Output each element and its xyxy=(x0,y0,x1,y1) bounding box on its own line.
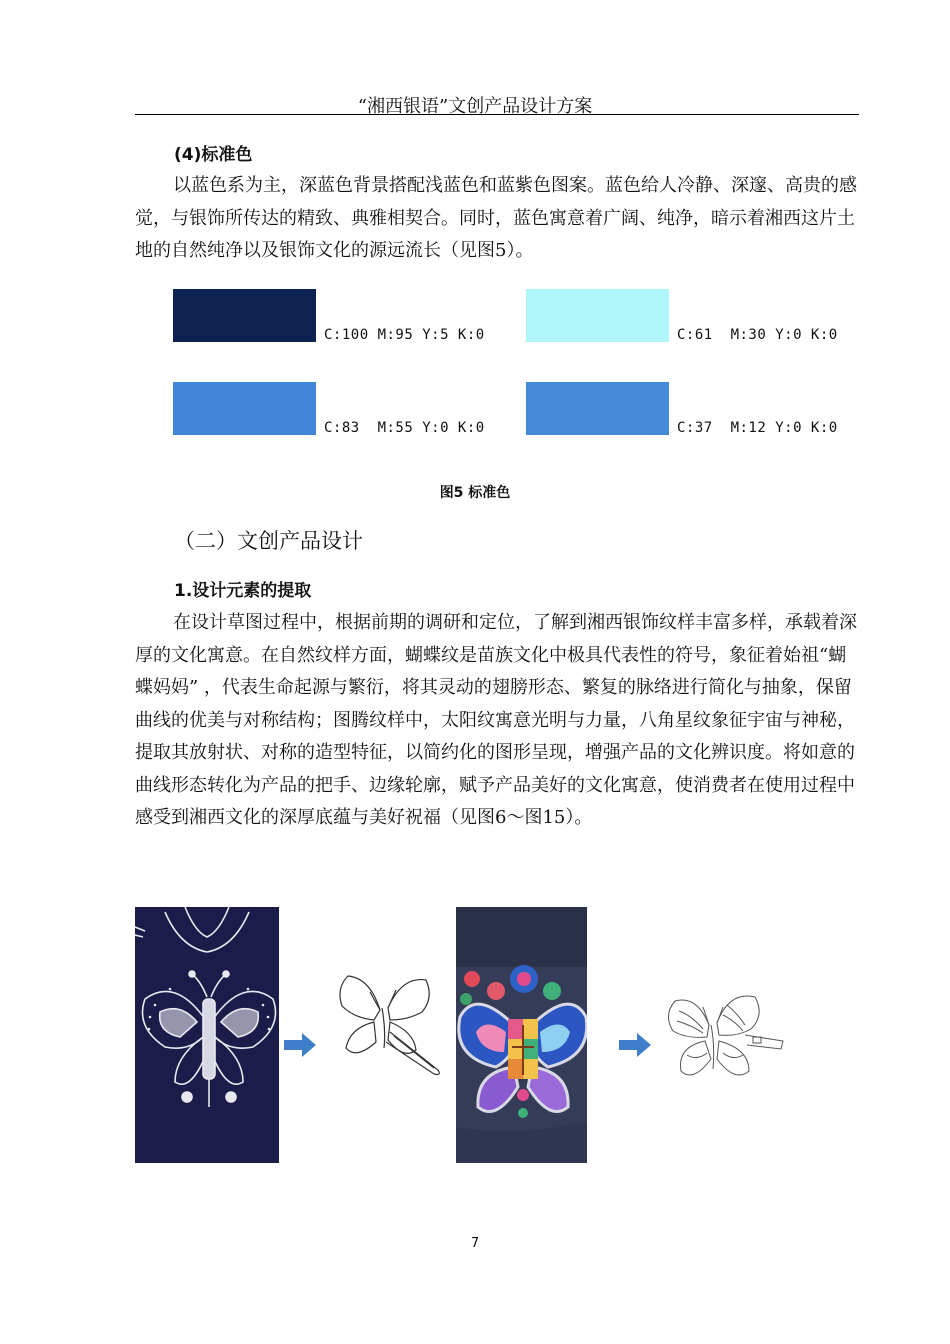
design-elements-paragraph xyxy=(135,607,859,835)
butterfly-hairclip-sketch-2-icon xyxy=(657,985,787,1095)
section-heading-product-design: （二）文创产品设计 xyxy=(174,529,363,553)
embroidered-butterfly-icon xyxy=(456,907,587,1163)
right-arrow-icon-2 xyxy=(619,1033,651,1057)
right-arrow-icon xyxy=(284,1033,316,1057)
section-heading-standard-color: (4)标准色 xyxy=(174,145,253,165)
color-swatch-dark-blue xyxy=(173,289,316,342)
paragraph-text: 以蓝色系为主，深蓝色背景搭配浅蓝色和蓝紫色图案。蓝色给人冷静、深邃、高贵的感觉，与银饰所传达的精致、典雅相契合。同时，蓝色寓意着广阔、纯净，暗示着湘西这片土地的自然纯净以及银饰文化的源远流长（见图5）。 xyxy=(135,175,857,261)
swatch-label: C:100 M:95 Y:5 K:0 xyxy=(324,327,485,343)
standard-color-paragraph xyxy=(135,170,859,268)
page-header-title: “湘西银语”文创产品设计方案 xyxy=(357,96,593,117)
silver-butterfly-pattern-icon xyxy=(135,907,279,1163)
header-divider xyxy=(135,114,859,115)
paragraph-text: 在设计草图过程中，根据前期的调研和定位，了解到湘西银饰纹样丰富多样，承载着深厚的文化寓意。在自然纹样方面，蝴蝶纹是苗族文化中极具代表性的符号，象征着始祖“蝴蝶妈妈” ，代表生命起源与繁衍，将其灵动的翅膀形态、繁复的脉络进行简化与抽象，保留曲线的优美与对称结构；图腾纹样中，太阳纹寓意光明与力量，八角星纹象征宇宙与神秘，提取其放射状、对称的造型特征，以简约化的图形呈现，增强产品的文化辨识度。将如意的曲线形态转化为产品的把手、边缘轮廓，赋予产品美好的文化寓意，使消费者在使用过程中感受到湘西文化的深厚底蕴与美好祝福（见图6～图15）。 xyxy=(135,612,857,828)
swatch-label: C:37 M:12 Y:0 K:0 xyxy=(677,420,838,436)
color-swatch-medium-blue xyxy=(173,382,316,435)
figure-5-caption: 图5 标准色 xyxy=(439,485,511,501)
embroidered-butterfly-image xyxy=(456,907,587,1163)
color-swatch-light-cyan xyxy=(526,289,669,342)
silver-butterfly-pattern-image xyxy=(135,907,279,1163)
swatch-label: C:83 M:55 Y:0 K:0 xyxy=(324,420,485,436)
butterfly-hairclip-sketch xyxy=(330,970,450,1080)
page-number: 7 xyxy=(470,1236,480,1251)
swatch-label: C:61 M:30 Y:0 K:0 xyxy=(677,327,838,343)
butterfly-hairclip-sketch-icon xyxy=(330,970,450,1080)
butterfly-hairclip-sketch-2 xyxy=(657,985,787,1095)
color-swatch-sky-blue xyxy=(526,382,669,435)
subsection-heading-design-elements: 1.设计元素的提取 xyxy=(174,581,312,601)
